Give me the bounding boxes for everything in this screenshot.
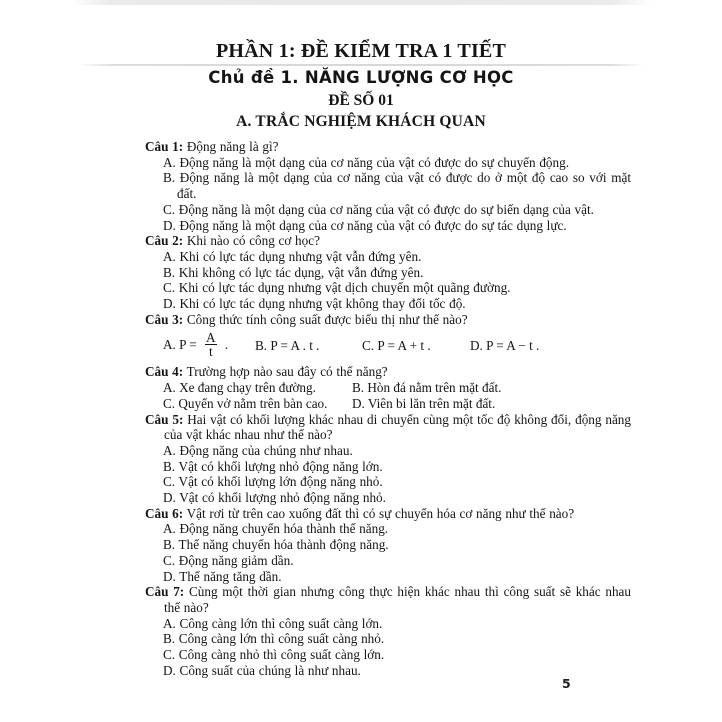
question-label: Câu 6: [145,505,184,521]
questions [145,139,631,679]
option-text: Động năng chuyển hóa thành thế năng. [175,521,389,537]
option-c [145,553,631,569]
option-a [163,380,352,396]
question-text [145,364,631,380]
option-d [145,490,631,506]
option-text: Vật có khối lượng lớn động năng nhỏ. [175,474,383,490]
question-text [145,412,631,443]
option-label: A. [163,248,176,264]
option-text: Khi không có lực tác dụng, vật vẫn đứng yên. [175,264,424,280]
option-label: B. [163,631,176,647]
formula-post: . [221,336,229,352]
part-title: PHẦN 1: ĐỀ KIỂM TRA 1 TIẾT [215,40,507,62]
option-text: Công càng lớn thì công suất càng lớn. [175,615,383,631]
option-label: B. [163,458,176,474]
option-label: A. [163,154,176,170]
option-label: C. [163,280,176,296]
option-a [145,249,631,265]
option-b [255,338,319,354]
option-text: Động năng là một dạng của cơ năng của vật có được do sự tác dụng lực. [175,217,567,233]
option-label: C. [163,201,176,217]
option-b [145,537,631,553]
question-label: Câu 4: [145,364,184,380]
option-b [145,170,631,201]
question-label: Câu 5: [145,411,184,427]
option-b [145,459,631,475]
option-label: D. [163,217,176,233]
option-label: B. [163,264,176,280]
option-text: Động năng giảm dần. [175,552,294,568]
option-a [145,521,631,537]
option-a [145,155,631,171]
question-label: Câu 2: [145,233,184,249]
option-a [145,616,631,632]
option-text: P = A + t . [374,338,431,354]
options [145,443,631,506]
option-label: A. [163,442,176,458]
option-d [145,569,631,585]
question-body: Công thức tính công suất được biểu thị như thế nào? [183,311,468,327]
option-text: Thế năng tăng dần. [175,568,282,584]
question-body: Cùng một thời gian nhưng công thực hiện khác nhau thì công suất sẽ khác nhau thế nào? [164,584,631,615]
exam-number: ĐỀ SỐ 01 [328,92,394,109]
option-b [145,265,631,281]
option-label: A. [163,380,176,396]
options [145,380,631,411]
option-text: P = A − t . [482,338,540,354]
option-text: Khi có lực tác dụng nhưng vật vẫn đứng yên. [175,248,422,264]
option-label: D. [470,338,483,354]
question-body: Hai vật có khối lượng khác nhau di chuyển cùng một tốc độ không đổi, động năng của vật khác nhau như thế nào? [164,411,631,443]
question-body: Động năng là gì? [183,139,279,154]
question-7 [145,584,631,678]
question-text [145,139,631,155]
option-label: B. [352,380,365,396]
fraction-denominator: t [205,344,217,359]
option-b [352,380,631,396]
option-c [145,280,631,296]
option-text: Động năng là một dạng của cơ năng của vật có được do ở một độ cao so với mặt đất. [175,170,631,202]
page-number: 5 [562,676,571,691]
option-d [145,663,631,679]
option-d [470,338,539,354]
options [145,327,631,364]
options [145,521,631,584]
option-label: C. [163,474,176,490]
option-label: C. [163,395,176,411]
option-text: Công càng nhỏ thì công suất càng lớn. [175,647,385,663]
option-label: C. [163,552,176,568]
question-label: Câu 3: [145,311,184,327]
option-text: Hòn đá nằm trên mặt đất. [364,380,502,396]
option-text: Công suất của chúng là như nhau. [175,662,361,678]
option-text: P = A . t . [267,338,320,354]
option-a [145,443,631,459]
option-label: B. [163,537,176,553]
options [145,155,631,234]
option-text: Vật có khối lượng nhỏ động năng lớn. [175,458,383,474]
option-d [145,296,631,312]
option-label: B. [255,338,268,354]
question-body: Trường hợp nào sau đây có thế năng? [183,364,388,380]
option-b [145,631,631,647]
option-label: C. [362,338,375,354]
page-top-shadow [70,0,652,5]
option-label: A. [163,521,176,537]
option-text: Khi có lực tác dụng nhưng vật không thay đổi tốc độ. [175,296,466,312]
topic-title: Chủ đề 1. NĂNG LƯỢNG CƠ HỌC [208,68,514,87]
option-c [145,647,631,663]
option-text: Quyển vở nằm trên bàn cao. [175,395,328,411]
question-4 [145,364,631,411]
option-text: Thế năng chuyển hóa thành động năng. [175,537,389,553]
option-label: D. [163,296,176,312]
option-c [362,338,431,354]
option-text: Viên bi lăn trên mặt đất. [364,395,496,411]
option-label: A. [163,336,176,352]
option-label: D. [163,662,176,678]
question-text [145,233,631,249]
option-label: B. [163,170,176,186]
question-body: Khi nào có công cơ học? [183,233,320,249]
fraction-numerator: A [206,329,216,345]
title-underline [78,64,644,66]
option-text: Vật có khối lượng nhỏ động năng nhỏ. [175,490,386,506]
option-label: D. [352,395,365,411]
question-label: Câu 1: [145,139,184,154]
option-d [145,218,631,234]
question-body: Vật rơi từ trên cao xuống đất thì có sự chuyển hóa cơ năng như thế nào? [183,505,575,521]
option-c [145,202,631,218]
option-text: Xe đang chạy trên đường. [175,380,316,396]
option-text: Khi có lực tác dụng nhưng vật dịch chuyển một quãng đường. [175,280,511,296]
option-label: D. [163,568,176,584]
option-c [145,474,631,490]
options [145,249,631,312]
question-text [145,584,631,615]
question-text [145,312,631,328]
option-d [352,396,631,412]
option-text: Động năng là một dạng của cơ năng của vật có được do sự biến dạng của vật. [175,201,594,217]
question-label: Câu 7: [145,584,185,600]
question-6 [145,506,631,585]
question-3 [145,312,631,365]
fraction [202,331,220,359]
option-a [163,329,229,360]
question-text [145,506,631,522]
option-text: Động năng của chúng như nhau. [175,442,353,458]
option-c [163,396,352,412]
question-5 [145,412,631,506]
question-1 [145,139,631,233]
option-text: Động năng là một dạng của cơ năng của vật có được do sự chuyển động. [175,154,569,170]
section-title: A. TRẮC NGHIỆM KHÁCH QUAN [236,113,486,130]
option-label: D. [163,490,176,506]
option-label: C. [163,647,176,663]
option-label: A. [163,615,176,631]
question-2 [145,233,631,312]
options [145,616,631,679]
formula-pre: P = [175,336,201,352]
option-text: Công càng lớn thì công suất càng nhỏ. [175,631,385,647]
